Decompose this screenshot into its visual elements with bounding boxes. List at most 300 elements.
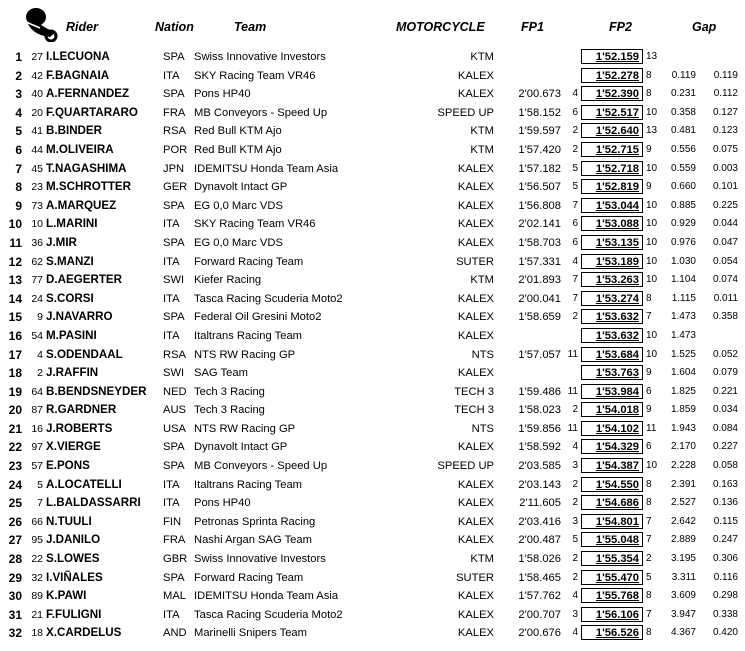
position: 20 [8, 403, 22, 418]
table-row [0, 401, 745, 420]
motorcycle: NTS [471, 422, 494, 435]
fp1-lap: 2 [572, 478, 578, 490]
rider-name: T.NAGASHIMA [46, 161, 127, 175]
nation: SPA [163, 460, 185, 473]
nation: ITA [163, 608, 180, 621]
fp2-lap: 11 [646, 422, 657, 434]
fp2-time: 1'52.159 [581, 49, 643, 64]
fp1-lap: 4 [572, 255, 578, 267]
team-name: Pons HP40 [194, 88, 251, 101]
fp2-lap: 8 [646, 627, 652, 639]
nation: AND [163, 627, 187, 640]
fp1-time: 1'56.507 [518, 181, 561, 194]
fp2-time: 1'52.715 [581, 142, 643, 157]
rider-number: 20 [31, 106, 43, 119]
fp2-lap: 7 [646, 608, 652, 620]
rider-name: S.CORSI [46, 291, 94, 305]
rider-name: S.ODENDAAL [46, 347, 123, 361]
nation: SPA [163, 441, 185, 454]
fp1-time: 1'57.182 [518, 162, 561, 175]
gap-previous: 0.054 [712, 255, 738, 267]
position: 24 [8, 477, 22, 492]
fp1-lap: 3 [572, 608, 578, 620]
fp2-lap: 7 [646, 534, 652, 546]
header-gap: Gap [692, 20, 717, 34]
fp1-time: 1'57.331 [518, 255, 561, 268]
position: 12 [8, 254, 22, 269]
nation: ITA [163, 69, 180, 82]
fp2-lap: 5 [646, 571, 652, 583]
gap-first: 2.228 [670, 460, 696, 472]
fp2-time: 1'54.550 [581, 477, 643, 492]
team-name: Tech 3 Racing [194, 385, 265, 398]
fp1-lap: 4 [572, 590, 578, 602]
motorcycle: KALEX [457, 590, 494, 603]
fp1-time: 1'58.026 [518, 553, 561, 566]
team-name: Italtrans Racing Team [194, 329, 302, 342]
rider-number: 95 [31, 534, 43, 547]
gap-first: 1.473 [670, 311, 696, 323]
motorcycle: KALEX [457, 515, 494, 528]
gap-first: 0.481 [670, 125, 696, 137]
team-name: IDEMITSU Honda Team Asia [194, 590, 339, 603]
fp1-lap: 2 [572, 125, 578, 137]
position: 26 [8, 514, 22, 529]
fp2-time: 1'52.819 [581, 179, 643, 194]
motorcycle: KTM [470, 143, 494, 156]
rider-name: M.PASINI [46, 328, 97, 342]
team-name: Marinelli Snipers Team [194, 627, 307, 640]
fp2-time: 1'53.044 [581, 198, 643, 213]
nation: SPA [163, 236, 185, 249]
header-nation: Nation [155, 20, 194, 34]
gap-previous: 0.115 [713, 515, 738, 527]
fp1-time: 2'03.585 [518, 460, 561, 473]
rider-number: 9 [37, 311, 43, 324]
gap-previous: 0.225 [712, 199, 738, 211]
fp1-time: 1'58.703 [518, 236, 561, 249]
fp2-lap: 8 [646, 590, 652, 602]
fp1-time: 2'03.416 [518, 515, 561, 528]
fp1-time: 1'58.592 [518, 441, 561, 454]
fp1-lap: 3 [572, 515, 578, 527]
table-row [0, 141, 745, 160]
table-row [0, 457, 745, 476]
rider-number: 97 [31, 441, 43, 454]
fp1-time: 1'58.152 [518, 106, 561, 119]
gap-first: 0.929 [670, 218, 696, 230]
fp2-lap: 10 [646, 348, 658, 360]
gap-first: 3.311 [671, 571, 696, 583]
fp2-time: 1'53.632 [581, 309, 643, 324]
team-name: IDEMITSU Honda Team Asia [194, 162, 339, 175]
fp1-time: 1'59.486 [518, 385, 561, 398]
gap-first: 2.527 [670, 497, 696, 509]
position: 3 [15, 87, 22, 102]
rider-name: A.FERNANDEZ [46, 87, 130, 101]
motorcycle: KALEX [457, 199, 494, 212]
fp1-time: 1'56.808 [518, 199, 561, 212]
fp2-time: 1'56.106 [581, 607, 643, 622]
fp2-time: 1'54.387 [581, 458, 643, 473]
table-row [0, 494, 745, 513]
gap-previous: 0.074 [712, 274, 738, 286]
rider-name: E.PONS [46, 459, 90, 473]
position: 18 [8, 366, 22, 381]
fp2-time: 1'54.102 [581, 421, 643, 436]
fp2-time: 1'53.684 [581, 347, 643, 362]
fp2-lap: 8 [646, 69, 652, 81]
team-name: Petronas Sprinta Racing [194, 515, 316, 528]
table-row [0, 438, 745, 457]
gap-previous: 0.075 [712, 143, 738, 155]
table-row [0, 606, 745, 625]
position: 7 [15, 161, 22, 176]
gap-first: 4.367 [670, 627, 696, 639]
table-row [0, 85, 745, 104]
team-name: Dynavolt Intact GP [194, 181, 288, 194]
team-name: Tech 3 Racing [194, 404, 265, 417]
motorcycle: KALEX [457, 311, 494, 324]
fp2-time: 1'55.048 [581, 532, 643, 547]
position: 15 [8, 310, 22, 325]
rider-name: F.FULIGNI [46, 607, 102, 621]
team-name: Red Bull KTM Ajo [194, 125, 282, 138]
nation: ITA [163, 329, 180, 342]
position: 32 [8, 626, 22, 641]
rider-name: L.BALDASSARRI [46, 496, 141, 510]
fp1-time: 2'00.673 [518, 88, 561, 101]
fp1-time: 2'00.041 [518, 292, 561, 305]
fp1-lap: 7 [572, 199, 578, 211]
fp1-lap: 2 [572, 553, 578, 565]
rider-number: 4 [37, 348, 43, 361]
fp2-lap: 8 [646, 292, 652, 304]
gap-first: 1.525 [670, 348, 696, 360]
team-name: SKY Racing Team VR46 [194, 218, 316, 231]
header-team: Team [234, 20, 267, 34]
rider-number: 18 [31, 627, 43, 640]
rider-number: 54 [31, 329, 43, 342]
motorcycle: KALEX [457, 181, 494, 194]
motorcycle: KALEX [457, 69, 494, 82]
rider-number: 57 [31, 460, 43, 473]
gap-previous: 0.084 [712, 422, 738, 434]
table-row [0, 587, 745, 606]
motorcycle-rider-icon [22, 6, 60, 42]
team-name: Forward Racing Team [194, 571, 304, 584]
rider-number: 32 [31, 571, 43, 584]
gap-previous: 0.101 [712, 181, 738, 193]
gap-first: 0.556 [670, 143, 696, 155]
fp2-time: 1'56.526 [581, 625, 643, 640]
nation: SPA [163, 88, 185, 101]
fp1-lap: 4 [572, 88, 578, 100]
motorcycle: TECH 3 [454, 385, 494, 398]
fp1-lap: 6 [572, 218, 578, 230]
fp2-time: 1'54.329 [581, 439, 643, 454]
motorcycle: KALEX [457, 478, 494, 491]
gap-first: 0.976 [670, 236, 696, 248]
gap-first: 3.609 [670, 590, 696, 602]
fp2-time: 1'55.470 [581, 570, 643, 585]
fp2-lap: 2 [646, 553, 652, 565]
gap-first: 1.473 [670, 329, 696, 341]
team-name: Italtrans Racing Team [194, 478, 302, 491]
position: 13 [8, 273, 22, 288]
rider-name: A.LOCATELLI [46, 477, 122, 491]
rider-number: 36 [31, 236, 43, 249]
fp1-time: 1'58.465 [518, 571, 561, 584]
team-name: NTS RW Racing GP [194, 422, 296, 435]
table-row [0, 234, 745, 253]
fp1-lap: 2 [572, 143, 578, 155]
rider-number: 77 [31, 274, 43, 287]
fp1-time: 1'57.762 [518, 590, 561, 603]
rider-number: 66 [31, 515, 43, 528]
table-row [0, 624, 745, 643]
nation: SPA [163, 51, 185, 63]
gap-first: 1.825 [670, 385, 696, 397]
table-row [0, 197, 745, 216]
rider-number: 89 [31, 590, 43, 603]
fp1-lap: 6 [572, 236, 578, 248]
position: 14 [8, 291, 22, 306]
motorcycle: SPEED UP [437, 460, 494, 473]
header-rider: Rider [66, 20, 98, 34]
gap-first: 3.195 [670, 553, 696, 565]
gap-previous: 0.112 [713, 88, 738, 100]
fp2-lap: 8 [646, 497, 652, 509]
rider-number: 5 [37, 478, 43, 491]
motorcycle: KALEX [457, 534, 494, 547]
gap-previous: 0.034 [712, 404, 738, 416]
table-row [0, 383, 745, 402]
team-name: SKY Racing Team VR46 [194, 69, 316, 82]
position: 22 [8, 440, 22, 455]
fp2-lap: 10 [646, 329, 658, 341]
gap-first: 1.943 [670, 422, 696, 434]
nation: NED [163, 385, 187, 398]
motorcycle: KALEX [457, 292, 494, 305]
gap-first: 3.947 [670, 608, 696, 620]
position: 19 [8, 384, 22, 399]
fp1-lap: 2 [572, 497, 578, 509]
position: 28 [8, 552, 22, 567]
motorcycle: KALEX [457, 218, 494, 231]
rider-name: J.DANILO [46, 533, 101, 547]
fp2-time: 1'53.189 [581, 254, 643, 269]
team-name: Tasca Racing Scuderia Moto2 [194, 608, 343, 621]
nation: SWI [163, 367, 185, 380]
gap-first: 1.604 [670, 367, 696, 379]
nation: FIN [163, 515, 182, 528]
fp2-time: 1'52.640 [581, 123, 643, 138]
motorcycle: SUTER [456, 571, 494, 584]
team-name: NTS RW Racing GP [194, 348, 296, 361]
fp1-lap: 5 [572, 181, 578, 193]
fp1-lap: 5 [572, 534, 578, 546]
team-name: Federal Oil Gresini Moto2 [194, 311, 322, 324]
gap-first: 0.559 [670, 162, 696, 174]
gap-first: 1.030 [670, 255, 696, 267]
motorcycle: KALEX [457, 88, 494, 101]
fp1-time: 2'00.487 [518, 534, 561, 547]
gap-previous: 0.136 [712, 497, 738, 509]
fp2-lap: 13 [646, 125, 658, 137]
table-row [0, 160, 745, 179]
rider-name: I.VIÑALES [46, 570, 103, 584]
fp2-lap: 10 [646, 236, 658, 248]
fp2-lap: 13 [646, 51, 658, 62]
fp1-time: 2'11.605 [519, 497, 561, 510]
gap-first: 1.115 [671, 292, 696, 304]
motorcycle: KALEX [457, 162, 494, 175]
motorcycle: KTM [470, 125, 494, 138]
gap-previous: 0.221 [712, 385, 738, 397]
fp2-lap: 6 [646, 441, 652, 453]
fp2-time: 1'53.632 [581, 328, 643, 343]
fp2-time: 1'54.801 [581, 514, 643, 529]
rider-number: 2 [37, 367, 43, 380]
fp2-lap: 10 [646, 218, 658, 230]
table-row [0, 364, 745, 383]
gap-first: 1.104 [670, 274, 696, 286]
gap-previous: 0.298 [712, 590, 738, 602]
motorcycle: KALEX [457, 441, 494, 454]
table-row [0, 513, 745, 532]
rider-number: 87 [31, 404, 43, 417]
team-name: Dynavolt Intact GP [194, 441, 288, 454]
table-row [0, 308, 745, 327]
rider-number: 73 [31, 199, 43, 212]
nation: SPA [163, 199, 185, 212]
position: 4 [15, 105, 22, 120]
gap-previous: 0.227 [712, 441, 738, 453]
motorcycle: SUTER [456, 255, 494, 268]
nation: USA [163, 422, 187, 435]
nation: JPN [163, 162, 185, 175]
fp2-time: 1'52.278 [581, 68, 643, 83]
header-fp2: FP2 [609, 20, 632, 34]
team-name: Tasca Racing Scuderia Moto2 [194, 292, 343, 305]
fp1-lap: 2 [572, 404, 578, 416]
motorcycle: KALEX [457, 367, 494, 380]
gap-previous: 0.420 [712, 627, 738, 639]
rider-name: S.MANZI [46, 254, 94, 268]
rider-number: 62 [31, 255, 43, 268]
motorcycle: SPEED UP [437, 106, 494, 119]
gap-first: 0.119 [671, 69, 696, 81]
table-row [0, 550, 745, 569]
position: 10 [8, 217, 22, 232]
rider-name: K.PAWI [46, 589, 87, 603]
fp2-lap: 10 [646, 162, 658, 174]
rider-number: 23 [31, 181, 43, 194]
rider-number: 64 [31, 385, 43, 398]
gap-previous: 0.058 [712, 460, 738, 472]
team-name: MB Conveyors - Speed Up [194, 106, 328, 119]
fp1-time: 1'58.023 [518, 404, 561, 417]
team-name: Swiss Innovative Investors [194, 51, 326, 63]
nation: ITA [163, 292, 180, 305]
nation: GBR [163, 553, 188, 566]
table-row [0, 346, 745, 365]
team-name: Red Bull KTM Ajo [194, 143, 282, 156]
rider-name: L.MARINI [46, 217, 98, 231]
nation: ITA [163, 218, 180, 231]
rider-number: 22 [31, 553, 43, 566]
rider-name: J.MIR [46, 235, 77, 249]
team-name: SAG Team [194, 367, 248, 380]
rider-name: F.BAGNAIA [46, 68, 110, 82]
fp2-time: 1'54.018 [581, 402, 643, 417]
table-row [0, 67, 745, 86]
position: 5 [15, 124, 22, 139]
motorcycle: KTM [470, 51, 494, 63]
fp1-time: 2'01.893 [518, 274, 561, 287]
fp1-lap: 11 [567, 348, 578, 360]
fp1-lap: 2 [572, 571, 578, 583]
fp2-time: 1'53.763 [581, 365, 643, 380]
fp1-time: 2'00.707 [518, 608, 561, 621]
nation: SPA [163, 571, 185, 584]
fp1-lap: 7 [572, 292, 578, 304]
motorcycle: KALEX [457, 497, 494, 510]
fp1-time: 2'02.141 [518, 218, 561, 231]
nation: FRA [163, 106, 186, 119]
header-fp1: FP1 [521, 20, 544, 34]
nation: RSA [163, 348, 187, 361]
position: 6 [15, 142, 22, 157]
rider-number: 42 [31, 69, 43, 82]
fp2-time: 1'52.718 [581, 161, 643, 176]
nation: RSA [163, 125, 187, 138]
rider-number: 40 [31, 88, 43, 101]
gap-previous: 0.011 [713, 292, 738, 304]
rider-name: S.LOWES [46, 552, 100, 566]
position: 8 [15, 180, 22, 195]
gap-previous: 0.247 [712, 534, 738, 546]
position: 21 [8, 421, 22, 436]
gap-previous: 0.079 [712, 367, 738, 379]
nation: GER [163, 181, 188, 194]
table-row [0, 178, 745, 197]
nation: ITA [163, 497, 180, 510]
gap-previous: 0.123 [712, 125, 738, 137]
gap-first: 1.859 [670, 404, 696, 416]
fp2-time: 1'53.274 [581, 291, 643, 306]
fp2-time: 1'54.686 [581, 495, 643, 510]
fp2-lap: 9 [646, 367, 652, 379]
position: 16 [8, 328, 22, 343]
gap-first: 2.391 [670, 478, 696, 490]
rider-name: M.OLIVEIRA [46, 142, 114, 156]
position: 31 [8, 607, 22, 622]
position: 30 [8, 589, 22, 604]
position: 17 [8, 347, 22, 362]
gap-first: 2.642 [670, 515, 696, 527]
gap-previous: 0.047 [712, 236, 738, 248]
fp2-time: 1'53.984 [581, 384, 643, 399]
motorcycle: NTS [471, 348, 494, 361]
rider-name: R.GARDNER [46, 403, 117, 417]
table-row [0, 215, 745, 234]
rider-name: B.BENDSNEYDER [46, 384, 147, 398]
position: 2 [15, 68, 22, 83]
fp2-lap: 8 [646, 88, 652, 100]
rider-number: 27 [31, 51, 43, 63]
